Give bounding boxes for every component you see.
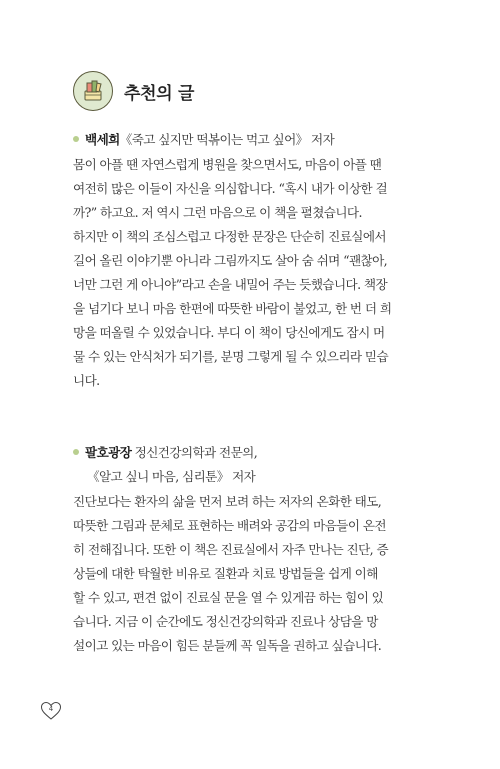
page-number-text: 4 — [48, 705, 54, 713]
recommendation-text — [73, 153, 425, 393]
recommendation-2 — [73, 441, 425, 658]
books-icon — [73, 71, 113, 111]
author-credit-text: 《죽고 싶지만 떡볶이는 먹고 싶어》 저자 — [119, 132, 335, 147]
text-line: 까?” 하고요. 저 역시 그런 마음으로 이 책을 펼쳤습니다. — [73, 205, 362, 220]
recommendation-1 — [73, 128, 425, 393]
recommendation-text — [73, 490, 425, 658]
text-line: 몸이 아플 땐 자연스럽게 병원을 찾으면서도, 마음이 아플 땐 — [73, 157, 382, 172]
text-line: 따뜻한 그림과 문체로 표현하는 배려와 공감의 마음들이 온전 — [73, 518, 386, 533]
text-line: 니다. — [73, 373, 100, 388]
text-line: 여전히 많은 이들이 자신을 의심합니다. “혹시 내가 이상한 걸 — [73, 181, 388, 196]
text-line: 을 넘기다 보니 마음 한편에 따뜻한 바람이 불었고, 한 번 더 희 — [73, 301, 392, 316]
author-name: 백세희 — [85, 132, 120, 147]
page-number — [40, 701, 62, 721]
text-line: 할 수 있고, 편견 없이 진료실 문을 열 수 있게끔 하는 힘이 있 — [73, 590, 384, 605]
author-name: 팔호광장 — [85, 445, 132, 460]
text-line: 너만 그런 게 아니야”라고 손을 내밀어 주는 듯했습니다. 책장 — [73, 277, 388, 292]
author-credit — [73, 128, 425, 152]
text-line: 히 전해집니다. 또한 이 책은 진료실에서 자주 만나는 진단, 증 — [73, 542, 389, 557]
text-line: 설이고 있는 마음이 힘든 분들께 꼭 일독을 권하고 싶습니다. — [73, 638, 382, 653]
text-line: 길어 올린 이야기뿐 아니라 그림까지도 살아 숨 쉬며 “괜찮아, — [73, 253, 388, 268]
text-line: 습니다. 지금 이 순간에도 정신건강의학과 진료나 상담을 망 — [73, 614, 378, 629]
page-title: 추천의 글 — [124, 83, 195, 104]
section-header — [73, 71, 194, 111]
text-line: 하지만 이 책의 조심스럽고 다정한 문장은 단순히 진료실에서 — [73, 229, 386, 244]
text-line: 물 수 있는 안식처가 되기를, 분명 그렇게 될 수 있으리라 믿습 — [73, 349, 389, 364]
text-line: 망을 떠올릴 수 있었습니다. 부디 이 책이 당신에게도 잠시 머 — [73, 325, 385, 340]
author-credit-text: 정신건강의학과 전문의, — [131, 445, 258, 460]
bullet-dot — [73, 449, 79, 455]
bullet-dot — [73, 136, 79, 142]
author-book-credit: 《알고 싶니 마음, 심리툰》 저자 — [87, 469, 256, 484]
text-line: 상들에 대한 탁월한 비유로 질환과 치료 방법들을 쉽게 이해 — [73, 566, 378, 581]
text-line: 진단보다는 환자의 삶을 먼저 보려 하는 저자의 온화한 태도, — [73, 494, 382, 509]
author-credit — [73, 441, 425, 465]
